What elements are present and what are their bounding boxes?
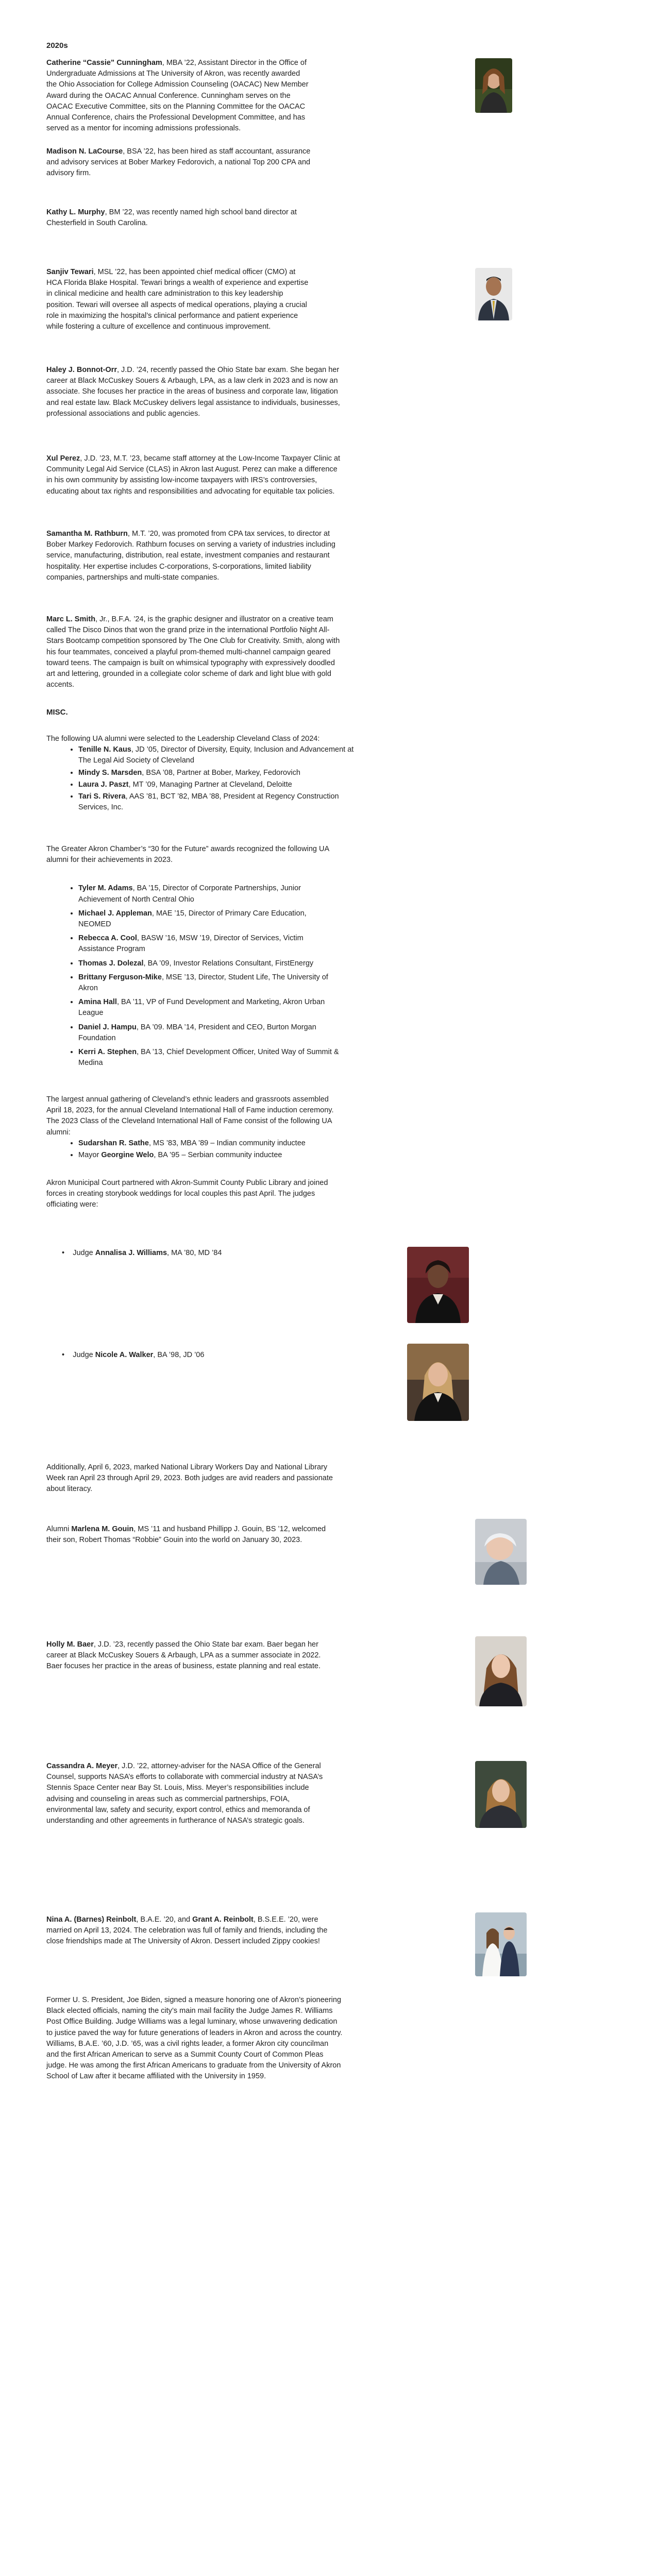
- hall-list: [64, 1138, 346, 1161]
- entry-gouin: Alumni Marlena M. Gouin, MS ’11 and husband Phillipp J. Gouin, BS ’12, welcomed their son, Robert Thomas “Robbie” Gouin into the world on January 30, 2023.: [46, 1525, 326, 1545]
- leadership-list: [64, 744, 367, 813]
- entry-lacourse: Madison N. LaCourse, BSA ’22, has been hired as staff accountant, assurance and advisory services at Bober Markey Fedorovich, a national Top 200 CPA and advisory firm.: [46, 147, 311, 178]
- list-item: • Amina Hall, BA ’11, VP of Fund Development and Marketing, Akron Urban League: [78, 997, 341, 1019]
- thirty-for-future-block: [46, 844, 340, 1072]
- photo-baer: [475, 1636, 527, 1706]
- list-item: • Thomas J. Dolezal, BA ’09, Investor Relations Consultant, FirstEnergy: [78, 958, 341, 969]
- list-item: • Tenille N. Kaus, JD ’05, Director of Diversity, Equity, Inclusion and Advancement at The Legal Aid Society of Cleveland: [78, 744, 367, 766]
- judge-walker-item: • Judge Nicole A. Walker, BA ’98, JD ’06: [62, 1351, 205, 1359]
- hall-intro: The largest annual gathering of Cleveland’s ethnic leaders and grassroots assembled April 18, 2023, for the annual Cleveland International Hall of Fame induction ceremony. The 2023 Class of the Cleveland International Hall of Fame consist of the following UA alumni:: [46, 1095, 334, 1137]
- leadership-intro: The following UA alumni were selected to the Leadership Cleveland Class of 2024:: [46, 735, 320, 743]
- entry-meyer: Cassandra A. Meyer, J.D. ’22, attorney-adviser for the NASA Office of the General Counsel, supports NASA’s efforts to collaborate with commercial industry at NASA’s Stennis Space Center near Bay St. Louis, Miss. Meyer’s responsibilities include advising and counseling in areas such as commercial partnerships, FOIA, environmental law, safety and security, export control, ethics and memoranda of understanding and other agreements in furtherance of NASA’s strategic goals.: [46, 1762, 323, 1825]
- section-heading-misc: MISC.: [46, 708, 68, 717]
- list-item: • Laura J. Paszt, MT ’09, Managing Partner at Cleveland, Deloitte: [78, 779, 367, 790]
- entry-perez: Xul Perez, J.D. ’23, M.T. ’23, became staff attorney at the Low-Income Taxpayer Clinic at Community Legal Aid Service (CLAS) in Akron last August. Perez can make a difference in his own community by assisting low-income taxpayers with IRS’s controversies, educating about tax rights and responsibilities and advocating for equitable tax policies.: [46, 454, 341, 496]
- entry-smith: Marc L. Smith, Jr., B.F.A. ’24, is the graphic designer and illustrator on a creative team called The Disco Dinos that won the grand prize in the international Portfolio Night All-Stars Bootcamp competition sponsored by The One Club for Creativity. Smith, along with his four teammates, conceived a playful prom-themed multi-channel campaign geared toward teens. The campaign is built on whimsical typography with expressively doodled art and lettering, grounded in a collegiate color scheme of dark and light blue with gold accents.: [46, 615, 340, 689]
- entry-reinbolt: Nina A. (Barnes) Reinbolt, B.A.E. ’20, and Grant A. Reinbolt, B.S.E.E. ’20, were married on April 13, 2024. The celebration was full of family and friends, including the close friendships made at The University of Akron. Dessert included Zippy cookies!: [46, 1916, 328, 1946]
- photo-cunningham: [475, 58, 512, 113]
- list-item: • Mindy S. Marsden, BSA ’08, Partner at Bober, Markey, Fedorovich: [78, 768, 367, 778]
- list-item: • Kerri A. Stephen, BA ’13, Chief Development Officer, United Way of Summit & Medina: [78, 1047, 341, 1069]
- thirty-list: [64, 883, 341, 1069]
- entry-rathburn: Samantha M. Rathburn, M.T. ’20, was promoted from CPA tax services, to director at Bober Markey Fedorovich. Rathburn focuses on serving a variety of industries including service, manufacturing, distribution, real estate, investment companies and restaurant hospitality. Her expertise includes C-corporations, S-corporations, limited liability companies, partnerships and multi-state companies.: [46, 530, 335, 582]
- court-outro: Additionally, April 6, 2023, marked National Library Workers Day and National Library Week ran April 23 through April 29, 2023. Both judges are avid readers and passionate about literacy.: [46, 1463, 333, 1494]
- court-intro: Akron Municipal Court partnered with Akron-Summit County Public Library and joined forces in creating storybook weddings for local couples this past April. The judges officiating were:: [46, 1179, 328, 1209]
- entry-baer: Holly M. Baer, J.D. ’23, recently passed the Ohio State bar exam. Baer began her career at Black McCuskey Souers & Arbaugh, LPA as a summer associate in 2022. Baer focuses her practice in the areas of business, estate planning and real estate.: [46, 1640, 321, 1671]
- entry-murphy: Kathy L. Murphy, BM ’22, was recently named high school band director at Chesterfield in South Carolina.: [46, 208, 297, 228]
- photo-tewari: [475, 268, 512, 320]
- entry-cunningham: Catherine “Cassie” Cunningham, MBA ’22, Assistant Director in the Office of Undergraduate Admissions at The University of Akron, was recently awarded the Ohio Association for College Admission Counseling (OACAC) New Member Award during the OACAC Annual Conference. Cunningham serves on the OACAC Executive Committee, sits on the Planning Committee for the OACAC Annual Conference, chairs the Professional Development Committee, and has served as a mentor for incoming admissions professionals.: [46, 59, 309, 133]
- list-item: • Tyler M. Adams, BA ’15, Director of Corporate Partnerships, Junior Achievement of North Central Ohio: [78, 883, 341, 905]
- photo-baby-gouin: [475, 1519, 527, 1585]
- list-item: • Sudarshan R. Sathe, MS ’83, MBA ’89 – Indian community inductee: [78, 1138, 346, 1149]
- list-item: • Michael J. Appleman, MAE ’15, Director of Primary Care Education, NEOMED: [78, 908, 341, 930]
- photo-judge-walker: [407, 1344, 469, 1421]
- hall-of-fame-block: [46, 1094, 335, 1162]
- photo-reinbolt-wedding: [475, 1912, 527, 1976]
- thirty-intro: The Greater Akron Chamber’s “30 for the Future” awards recognized the following UA alumni for their achievements in 2023.: [46, 845, 329, 865]
- list-item: • Mayor Georgine Welo, BA ’95 – Serbian community inductee: [78, 1150, 346, 1161]
- judge-williams-item: • Judge Annalisa J. Williams, MA ’80, MD ’84: [62, 1249, 222, 1257]
- entry-james-williams: Former U. S. President, Joe Biden, signed a measure honoring one of Akron’s pioneering Black elected officials, naming the city’s main mail facility the Judge James R. Williams Post Office Building. Judge Williams was a legal luminary, whose unwavering dedication to justice paved the way for future generations of leaders in Akron and across the country. Williams, B.A.E. ’60, J.D. ’65, was a civil rights leader, a former Akron city councilman and the first African American to serve as a Summit County Court of Common Pleas judge. He was among the first African Americans to graduate from the University of Akron School of Law after it became affiliated with the University in 1959.: [46, 1996, 343, 2081]
- list-item: • Rebecca A. Cool, BASW ’16, MSW ’19, Director of Services, Victim Assistance Program: [78, 933, 341, 955]
- section-heading-2020s: 2020s: [46, 41, 68, 50]
- list-item: • Tari S. Rivera, AAS ’81, BCT ’82, MBA ’88, President at Regency Construction Services, Inc.: [78, 791, 367, 813]
- photo-meyer: [475, 1761, 527, 1828]
- leadership-cleveland-block: [46, 734, 376, 814]
- entry-bonnot-orr: Haley J. Bonnot-Orr, J.D. ’24, recently passed the Ohio State bar exam. She began her career at Black McCuskey Souers & Arbaugh, LPA, as a law clerk in 2023 and is now an associate. She focuses her practice in the areas of business and corporate law, litigation and real estate law. Black McCuskey delivers legal assistance to individuals, businesses, professional associations and public agencies.: [46, 366, 340, 418]
- photo-judge-williams: [407, 1247, 469, 1323]
- list-item: • Daniel J. Hampu, BA ’09. MBA ’14, President and CEO, Burton Morgan Foundation: [78, 1022, 341, 1044]
- list-item: • Brittany Ferguson-Mike, MSE ’13, Director, Student Life, The University of Akron: [78, 972, 341, 994]
- entry-tewari: Sanjiv Tewari, MSL ’22, has been appointed chief medical officer (CMO) at HCA Florida Blake Hospital. Tewari brings a wealth of experience and expertise in clinical medicine and health care administration to this key leadership position. Tewari will oversee all aspects of medical operations, playing a crucial role in maximizing the hospital’s clinical performance and patient experience while fostering a culture of excellence and continuous improvement.: [46, 268, 309, 331]
